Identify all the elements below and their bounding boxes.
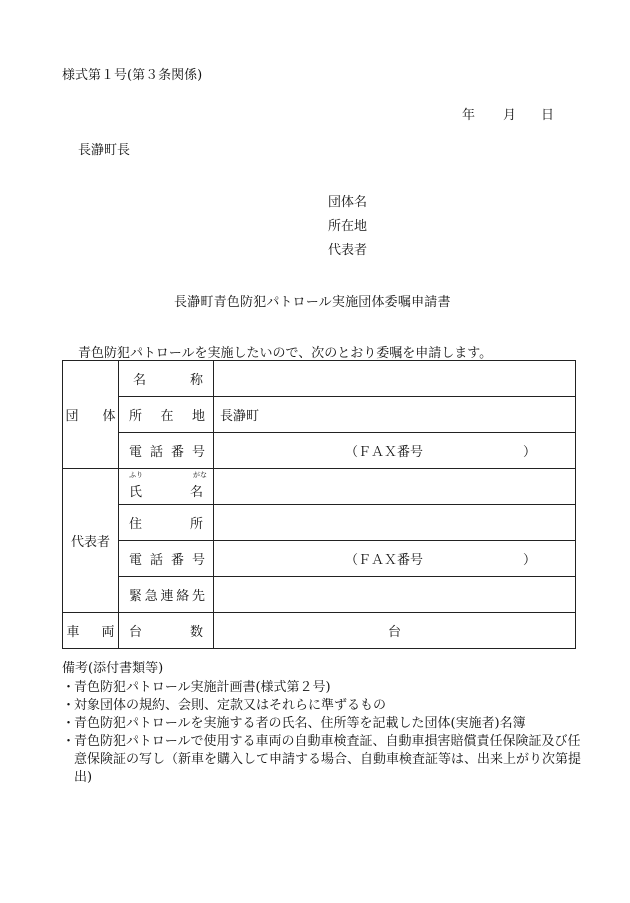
group-address-field[interactable] xyxy=(214,397,576,433)
representative-phone-field[interactable]: （ＦＡＸ番号 ） xyxy=(214,541,576,577)
application-table xyxy=(62,360,576,649)
vehicle-count-unit: 台 xyxy=(387,625,401,640)
list-item: ・ 青色防犯パトロールで使用する車両の自動車検査証、自動車損害賠償責任保険証及び任意保険証の写し（新車を購入して申請する場合、自動車検査証等は、出来上がり次第提出) xyxy=(62,734,582,785)
table-row xyxy=(63,613,576,649)
table-row xyxy=(63,397,576,433)
list-item: ・ 青色防犯パトロール実施計画書(様式第２号) xyxy=(62,680,331,695)
group-address-value: 長瀞町 xyxy=(220,409,260,424)
sender-address-label: 所在地 xyxy=(328,219,368,234)
furigana-right: がな xyxy=(193,471,207,479)
sender-representative-label: 代表者 xyxy=(328,243,368,258)
representative-name-label: ふり がな 氏 名 xyxy=(119,469,214,505)
representative-phone-label: 電 話 番 号 xyxy=(119,541,214,577)
group-name-field[interactable] xyxy=(214,361,576,397)
representative-address-field[interactable] xyxy=(214,505,576,541)
vehicle-count-label: 台 数 xyxy=(119,613,214,649)
representative-name-field[interactable] xyxy=(214,469,576,505)
list-item: ・ 青色防犯パトロールを実施する者の氏名、住所等を記載した団体(実施者)名簿 xyxy=(62,716,526,731)
vehicle-section-label: 車 両 xyxy=(63,613,119,649)
intro-text: 青色防犯パトロールを実施したいので、次のとおり委嘱を申請します。 xyxy=(78,346,493,361)
representative-fax-label: （ＦＡＸ番号 xyxy=(345,553,424,568)
table-row xyxy=(63,361,576,397)
group-phone-field[interactable]: （ＦＡＸ番号 ） xyxy=(214,433,576,469)
representative-address-label: 住 所 xyxy=(119,505,214,541)
notes-heading: 備考(添付書類等) xyxy=(62,661,164,676)
list-item: ・ 対象団体の規約、会則、定款又はそれらに準ずるもの xyxy=(62,698,387,713)
table-row xyxy=(63,541,576,577)
vehicle-count-field[interactable] xyxy=(214,613,576,649)
table-row xyxy=(63,505,576,541)
furigana-left: ふり xyxy=(129,471,143,479)
table-row xyxy=(63,433,576,469)
group-address-label: 所 在 地 xyxy=(119,397,214,433)
date-month-label: 月 xyxy=(503,108,517,123)
table-row xyxy=(63,577,576,613)
addressee: 長瀞町長 xyxy=(78,143,131,158)
group-phone-label: 電 話 番 号 xyxy=(119,433,214,469)
form-number: 様式第１号(第３条関係) xyxy=(62,68,203,83)
emergency-contact-label: 緊 急 連 絡 先 xyxy=(119,577,214,613)
group-section-label: 団 体 xyxy=(63,361,119,469)
date-day-label: 日 xyxy=(541,108,555,123)
sender-org-label: 団体名 xyxy=(328,195,368,210)
group-name-label: 名 称 xyxy=(119,361,214,397)
document-title: 長瀞町青色防犯パトロール実施団体委嘱申請書 xyxy=(174,295,451,310)
notes-section xyxy=(62,660,582,787)
group-fax-label: （ＦＡＸ番号 xyxy=(345,445,424,460)
table-row xyxy=(63,469,576,505)
emergency-contact-field[interactable] xyxy=(214,577,576,613)
representative-section-label: 代表者 xyxy=(63,469,119,613)
date-year-label: 年 xyxy=(462,108,476,123)
